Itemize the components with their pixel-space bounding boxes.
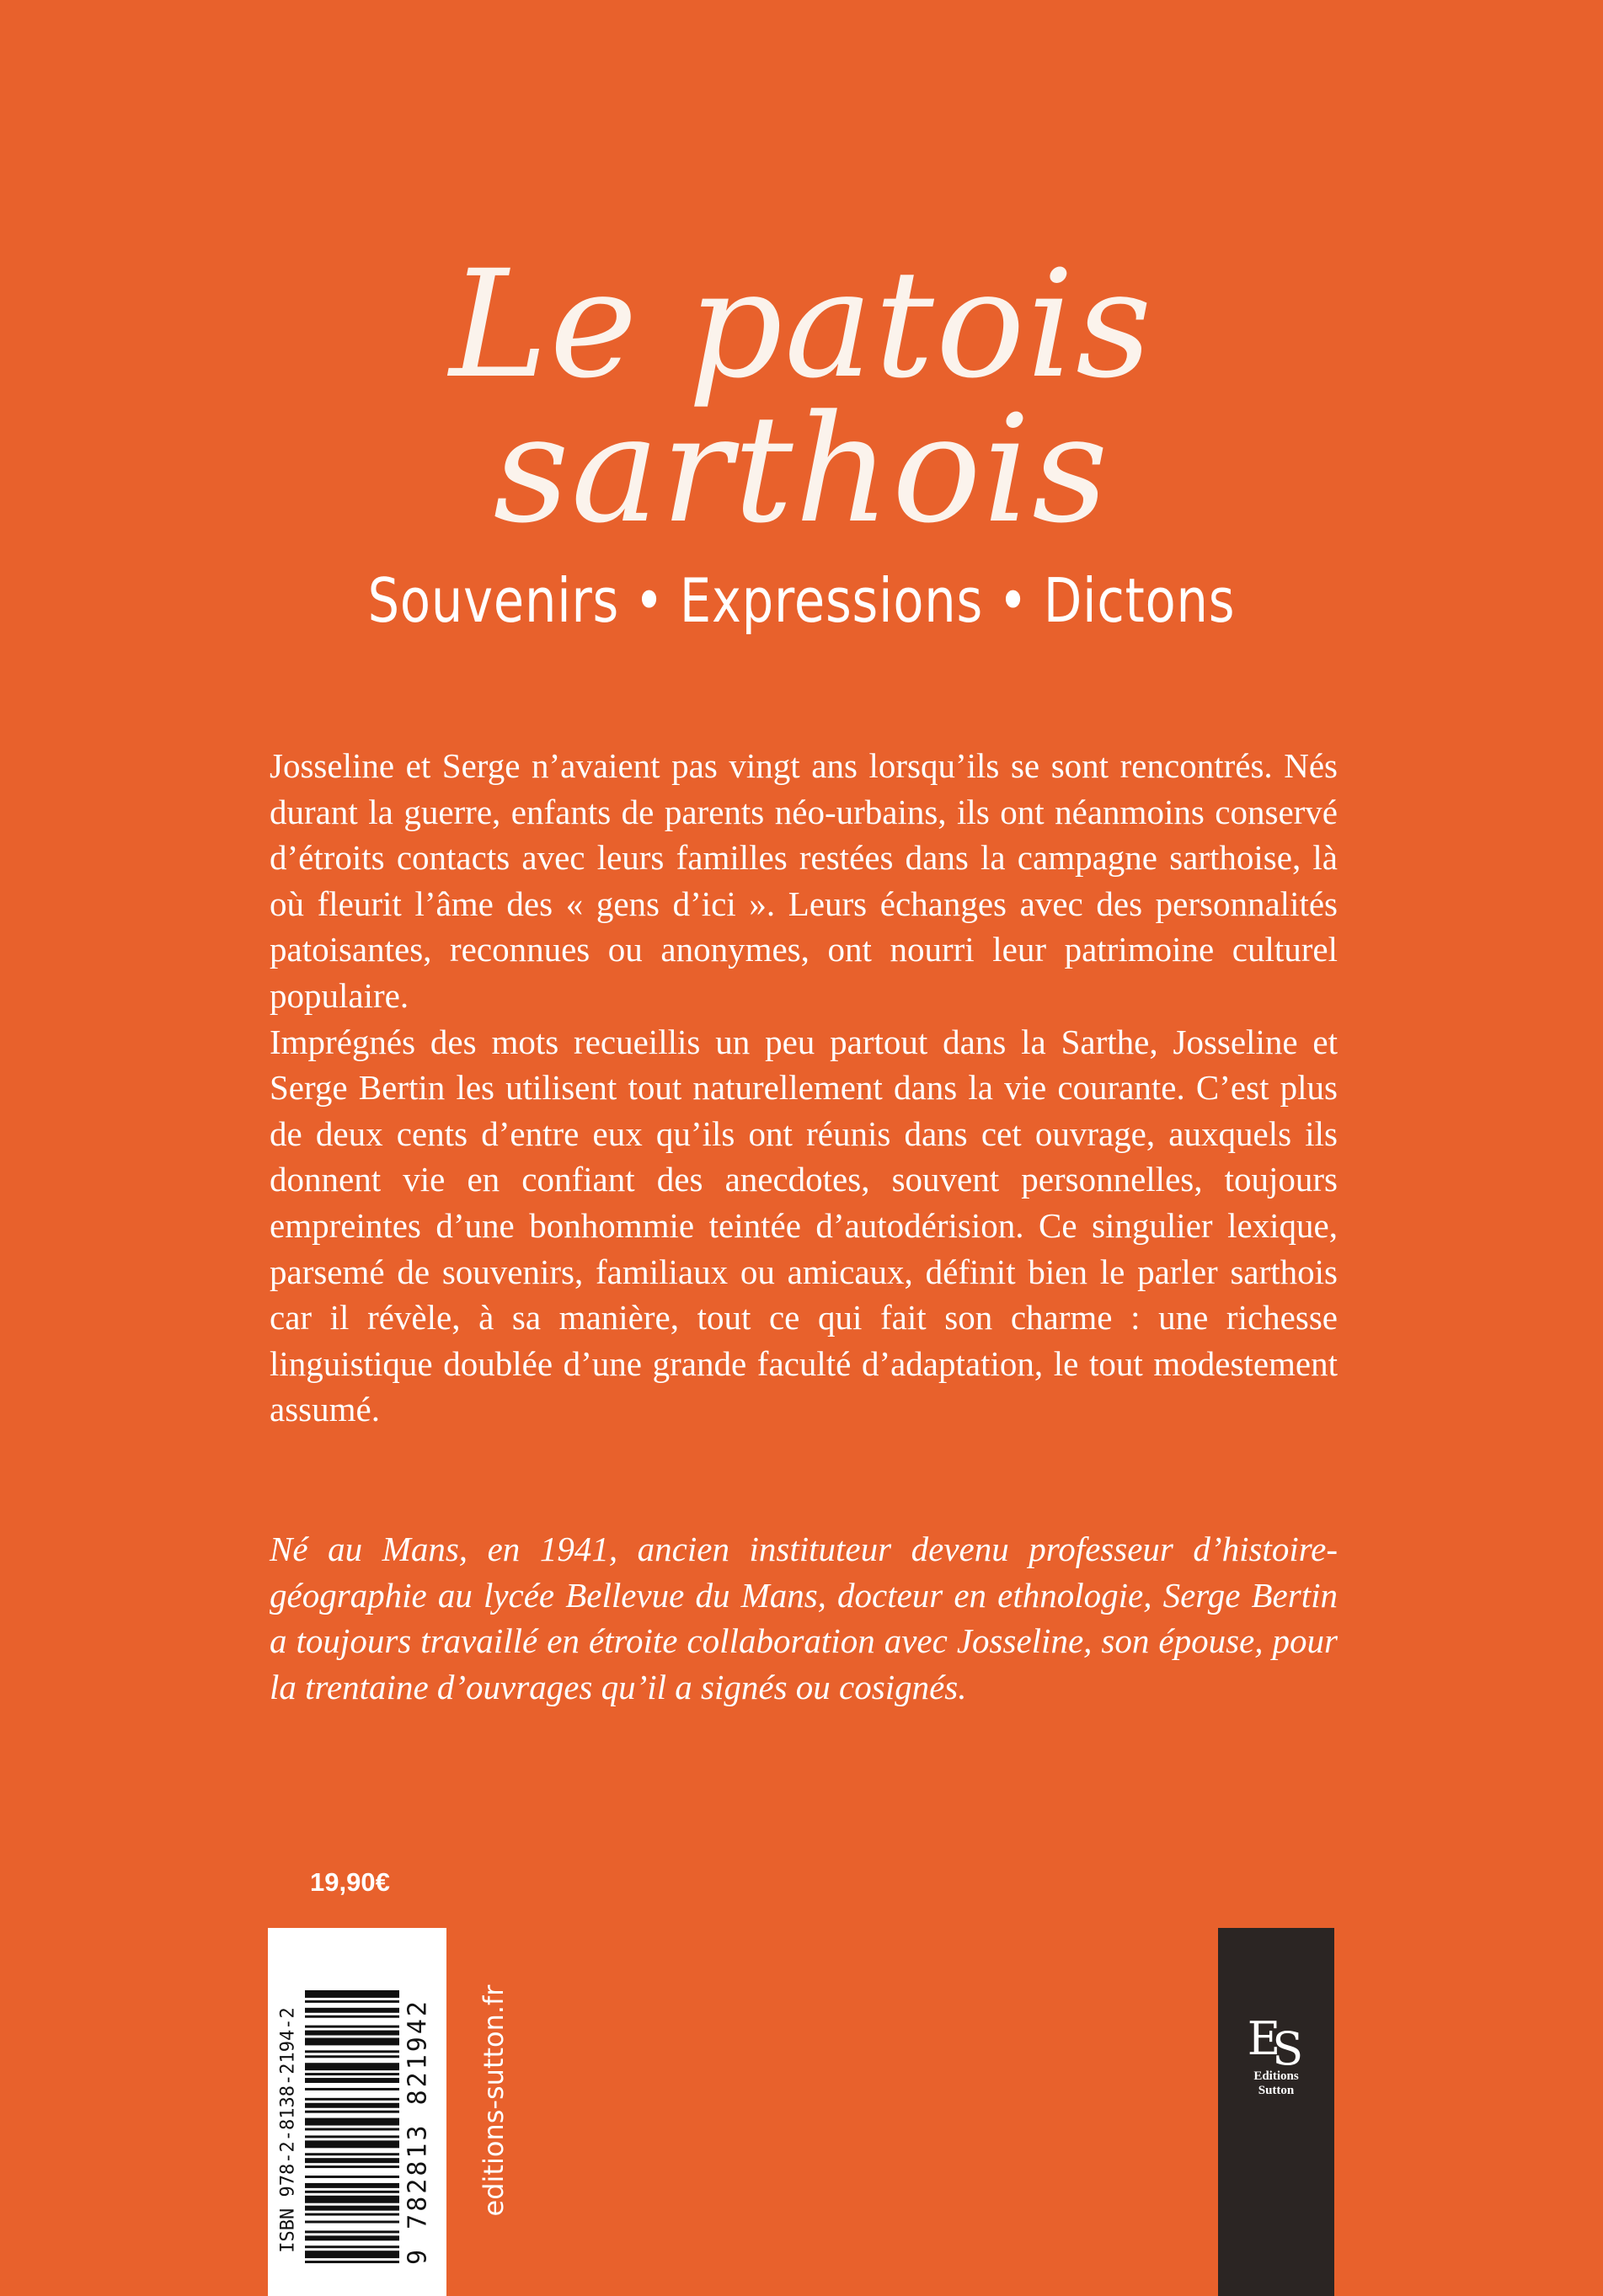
barcode-panel [268, 1928, 446, 2296]
price-label: 19,90€ [310, 1867, 390, 1897]
book-title-line-2: sarthois [493, 383, 1110, 556]
website-text: editions-sutton.fr [478, 1984, 510, 2217]
publisher-website [477, 1928, 510, 2273]
publisher-monogram [1218, 2012, 1334, 2075]
publisher-name-line-1: Editions [1253, 2069, 1299, 2083]
book-subtitle [144, 563, 1458, 638]
barcode [268, 1928, 446, 2296]
subtitle-dictons: Dictons [1043, 565, 1236, 636]
barcode-bars-icon [305, 1990, 399, 2268]
monogram-s: S [1272, 2022, 1301, 2075]
blurb-paragraph-2: Imprégnés des mots recueillis un peu partout dans la Sarthe, Josseline et Serge Bertin les utilisent tout naturellement dans la vie courante. C’est plus de deux cents d’entre eux qu’ils ont réunis dans cet ouvrage, auxquels ils donnent vie en confiant des anecdotes, souvent personnelles, toujours empreintes d’une bonhommie teintée d’autodérision. Ce singulier lexique, parsemé de souvenirs, familiaux ou amicaux, définit bien le parler sarthois car il révèle, à sa manière, tout ce qui fait son charme : une richesse linguistique doublée d’une grande faculté d’adaptation, le tout modestement assumé. [270, 1022, 1338, 1429]
author-bio: Né au Mans, en 1941, ancien instituteur devenu professeur d’histoire-géographie au lycée Bellevue du Mans, docteur en ethnologie, Serge Bertin a toujours travaillé en étroite collaboration avec Josseline, son épouse, pour la trentaine d’ouvrages qu’il a signés ou cosignés. [270, 1530, 1338, 1706]
publisher-panel [1218, 1928, 1334, 2296]
isbn-text: ISBN 978-2-8138-2194-2 [277, 2007, 298, 2253]
ean-digits [401, 1990, 435, 2273]
book-title-line-1: Le patois [449, 238, 1154, 411]
back-cover-blurb [270, 743, 1338, 1433]
bullet-separator: • [634, 565, 665, 636]
bullet-separator: • [998, 565, 1029, 636]
publisher-logo [1218, 2012, 1334, 2098]
blurb-paragraph-1: Josseline et Serge n’avaient pas vingt ans lorsqu’ils se sont rencontrés. Nés durant la guerre, enfants de parents néo-urbains, ils ont néanmoins conservé d’étroits contacts avec leurs familles restées dans la campagne sarthoise, là où fleurit l’âme des « gens d’ici ». Leurs échanges avec des personnalités patoisantes, reconnues ou anonymes, ont nourri leur patrimoine culturel populaire. [270, 746, 1338, 1015]
subtitle-expressions: Expressions [679, 565, 984, 636]
ean-digits-text: 9 782813 821942 [403, 1999, 433, 2265]
monogram-e: E [1247, 2012, 1278, 2065]
publisher-name-line-2: Sutton [1258, 2084, 1295, 2097]
subtitle-souvenirs: Souvenirs [367, 565, 620, 636]
isbn-label [276, 1987, 299, 2273]
